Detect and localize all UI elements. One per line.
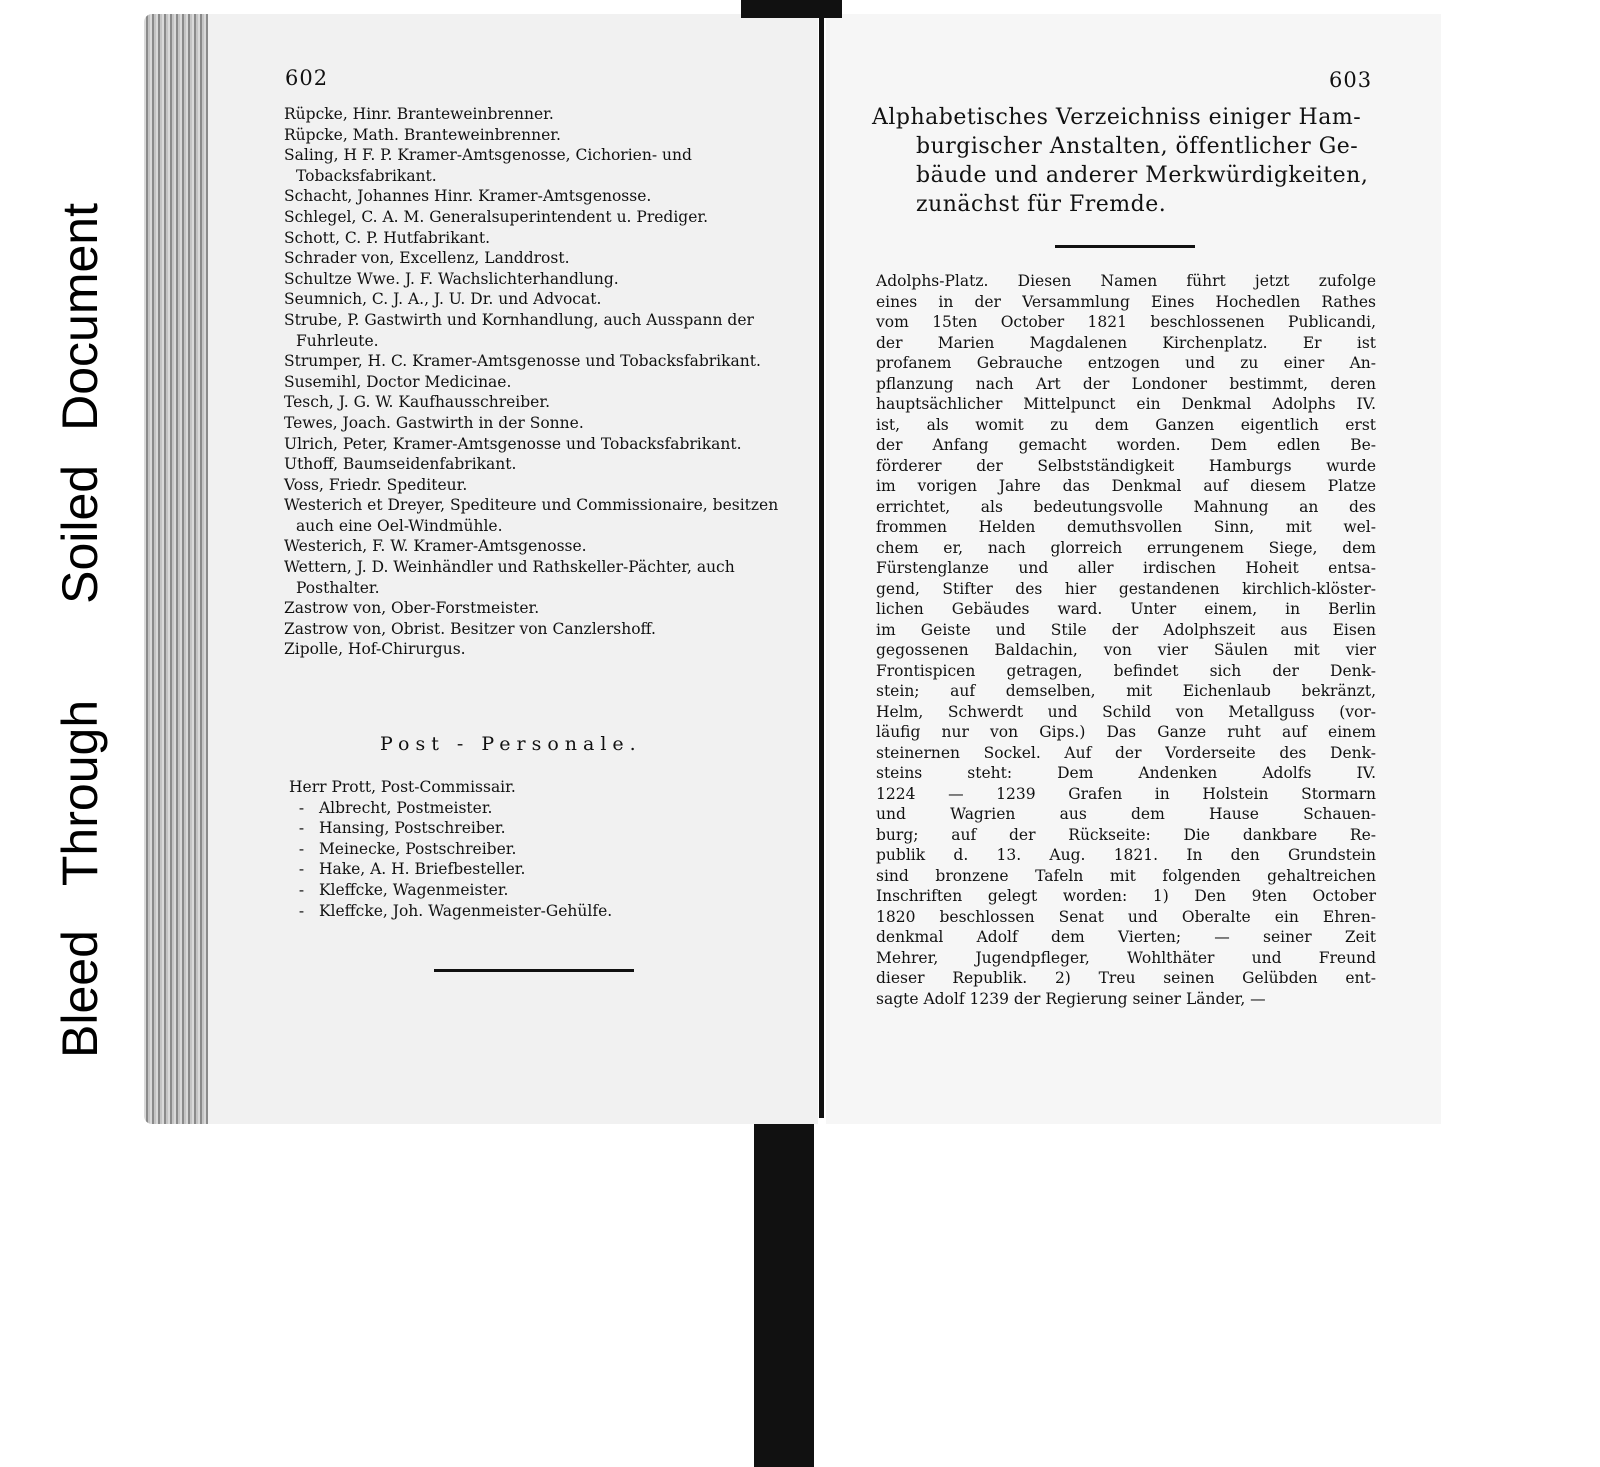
directory-entry: Zastrow von, Ober-Forstmeister. — [284, 599, 540, 618]
chapter-heading — [872, 103, 1372, 219]
heading-line: Alphabetisches Verzeichniss einiger Ham- — [872, 105, 1362, 130]
directory-list — [284, 104, 796, 660]
body-line: hauptsächlicher Mittelpunct ein Denkmal Adolphs IV. — [876, 395, 1376, 413]
body-line: Inschriften gelegt worden: 1) Den 9ten October — [876, 887, 1376, 905]
post-entry-prefix: - — [298, 880, 305, 899]
directory-entry: Schlegel, C. A. M. Generalsuperintendent u. Prediger. — [284, 207, 709, 226]
body-line: Fürstenglanze und aller irdischen Hoheit entsa- — [876, 559, 1376, 577]
directory-entry: Susemihl, Doctor Medicinae. — [284, 372, 512, 391]
body-line: und Wagrien aus dem Hause Schauen- — [876, 805, 1376, 823]
post-entry-text: Hake, A. H. Briefbesteller. — [318, 860, 526, 879]
post-entry — [289, 777, 612, 798]
body-line: dieser Republik. 2) Treu seinen Gelübden ent- — [876, 969, 1376, 987]
directory-entry: Tewes, Joach. Gastwirth in der Sonne. — [284, 413, 584, 432]
body-line: der Anfang gemacht worden. Dem edlen Be- — [876, 436, 1376, 454]
body-line: eines in der Versammlung Eines Hochedlen Rathes — [876, 292, 1376, 311]
body-line: Adolphs-Platz. Diesen Namen führt jetzt zufolge — [876, 272, 1376, 290]
post-entry — [289, 818, 612, 839]
directory-entry: Uthoff, Baumseidenfabrikant. — [284, 455, 517, 474]
body-line: förderer der Selbstständigkeit Hamburgs wurde — [876, 456, 1376, 475]
book-page-edges — [144, 14, 210, 1124]
body-line: im Geiste und Stile der Adolphszeit aus Eisen — [876, 620, 1376, 639]
post-entry-prefix: - — [298, 819, 305, 838]
directory-entry: Schacht, Johannes Hinr. Kramer-Amtsgenosse. — [284, 187, 652, 206]
binding-tape-bottom — [754, 1124, 814, 1467]
post-entry-text: Prott, Post-Commissair. — [331, 778, 516, 796]
body-line: vom 15ten October 1821 beschlossenen Publicandi, — [876, 313, 1376, 331]
post-entry-text: Hansing, Postschreiber. — [318, 819, 506, 838]
article-body — [876, 271, 1376, 1009]
body-line: lichen Gebäudes ward. Unter einem, in Berlin — [876, 600, 1376, 618]
post-entry — [289, 901, 612, 922]
post-entry-text: Albrecht, Postmeister. — [318, 798, 493, 817]
body-line: stein; auf demselben, mit Eichenlaub bekränzt, — [876, 682, 1376, 700]
body-line: sind bronzene Tafeln mit folgenden gehaltreichen — [876, 866, 1376, 885]
body-line: denkmal Adolf dem Vierten; — seiner Zeit — [876, 928, 1376, 946]
body-line: chem er, nach glorreich errungenem Siege, dem — [876, 538, 1376, 557]
directory-entry: Zipolle, Hof-Chirurgus. — [284, 640, 466, 659]
directory-entry: Ulrich, Peter, Kramer-Amtsgenosse und Tobacksfabrikant. — [284, 434, 742, 453]
directory-entry: Saling, H F. P. Kramer-Amtsgenosse, Cichorien- und Tobacksfabrikant. — [284, 146, 692, 185]
post-personale-heading: Post - Personale. — [380, 733, 642, 755]
page-number-right: 603 — [1329, 68, 1373, 92]
directory-entry: Wettern, J. D. Weinhändler und Rathskeller-Pächter, auch Posthalter. — [284, 558, 735, 597]
body-line: läufig nur von Gips.) Das Ganze ruht auf einem — [876, 723, 1376, 741]
body-line: der Marien Magdalenen Kirchenplatz. Er ist — [876, 333, 1376, 352]
body-line: ist, als womit zu dem Ganzen eigentlich erst — [876, 415, 1376, 434]
post-entry — [289, 839, 612, 860]
post-entry-prefix: - — [298, 860, 305, 879]
directory-entry: Westerich et Dreyer, Spediteure und Commissionaire, besitzen auch eine Oel-Windmühle. — [284, 496, 779, 535]
book-spine — [819, 18, 824, 1118]
directory-entry: Strube, P. Gastwirth und Kornhandlung, auch Ausspann der Fuhrleute. — [284, 310, 754, 350]
body-line: 1224 — 1239 Grafen in Holstein Stormarn — [876, 784, 1376, 803]
body-line: burg; auf der Rückseite: Die dankbare Re- — [876, 825, 1376, 844]
section-end-rule — [434, 969, 634, 972]
directory-entry: Rüpcke, Math. Branteweinbrenner. — [284, 125, 561, 144]
heading-line: burgischer Anstalten, öffentlicher Ge- — [916, 134, 1359, 159]
body-line: gend, Stifter des hier gestandenen kirchlich-klöster- — [876, 579, 1376, 598]
body-line: im vorigen Jahre das Denkmal auf diesem Platze — [876, 477, 1376, 495]
post-entry-prefix: - — [298, 839, 305, 858]
directory-entry: Schultze Wwe. J. F. Wachslichterhandlung. — [284, 269, 619, 288]
directory-entry: Schrader von, Excellenz, Landdrost. — [284, 249, 570, 268]
post-entry-prefix: - — [298, 901, 305, 920]
directory-entry: Seumnich, C. J. A., J. U. Dr. und Advocat. — [284, 290, 602, 309]
body-line: 1820 beschlossen Senat und Oberalte ein Ehren- — [876, 907, 1376, 926]
page-number-left: 602 — [285, 66, 329, 90]
heading-rule — [1055, 245, 1195, 248]
directory-entry: Zastrow von, Obrist. Besitzer von Canzlershoff. — [284, 619, 656, 638]
post-entry — [289, 859, 612, 880]
heading-line: bäude und anderer Merkwürdigkeiten, — [916, 163, 1369, 188]
post-entry-prefix: Herr — [289, 778, 327, 796]
post-entry-prefix: - — [298, 798, 305, 817]
post-entry — [289, 880, 612, 901]
body-line: Mehrer, Jugendpfleger, Wohlthäter und Freund — [876, 948, 1376, 967]
directory-entry: Tesch, J. G. W. Kaufhausschreiber. — [284, 393, 550, 412]
stamp-word: Soiled — [52, 464, 108, 604]
body-line: profanem Gebrauche entzogen und zu einer An- — [876, 354, 1376, 372]
bleed-through-stamp — [52, 58, 108, 1058]
body-line: errichtet, als bedeutungsvolle Mahnung an des — [876, 497, 1376, 516]
body-line: gegossenen Baldachin, von vier Säulen mit vier — [876, 641, 1376, 659]
directory-entry: Rüpcke, Hinr. Branteweinbrenner. — [284, 105, 554, 123]
binding-tape-top — [741, 0, 842, 18]
body-line: steins steht: Dem Andenken Adolfs IV. — [876, 764, 1376, 782]
heading-line: zunächst für Fremde. — [916, 192, 1167, 217]
post-personale-list — [289, 777, 612, 921]
body-line: frommen Helden demuthsvollen Sinn, mit wel- — [876, 518, 1376, 536]
body-line: sagte Adolf 1239 der Regierung seiner Länder, — — [876, 989, 1266, 1008]
stamp-word: Document — [52, 202, 108, 431]
directory-entry: Voss, Friedr. Spediteur. — [284, 475, 468, 494]
post-entry-text: Meinecke, Postschreiber. — [318, 839, 517, 858]
post-entry-text: Kleffcke, Joh. Wagenmeister-Gehülfe. — [318, 901, 613, 920]
stamp-word: Bleed — [52, 930, 108, 1058]
body-line: publik d. 13. Aug. 1821. In den Grundstein — [876, 846, 1376, 864]
directory-entry: Schott, C. P. Hutfabrikant. — [284, 228, 490, 247]
directory-entry: Strumper, H. C. Kramer-Amtsgenosse und Tobacksfabrikant. — [284, 352, 761, 371]
body-line: steinernen Sockel. Auf der Vorderseite des Denk- — [876, 743, 1376, 762]
stamp-word: Through — [52, 699, 108, 887]
post-entry-text: Kleffcke, Wagenmeister. — [318, 880, 509, 899]
body-line: pflanzung nach Art der Londoner bestimmt, deren — [876, 374, 1376, 393]
body-line: Helm, Schwerdt und Schild von Metallguss (vor- — [876, 702, 1376, 721]
directory-entry: Westerich, F. W. Kramer-Amtsgenosse. — [284, 537, 587, 556]
body-line: Frontispicen getragen, befindet sich der Denk- — [876, 661, 1376, 680]
post-entry — [289, 798, 612, 819]
